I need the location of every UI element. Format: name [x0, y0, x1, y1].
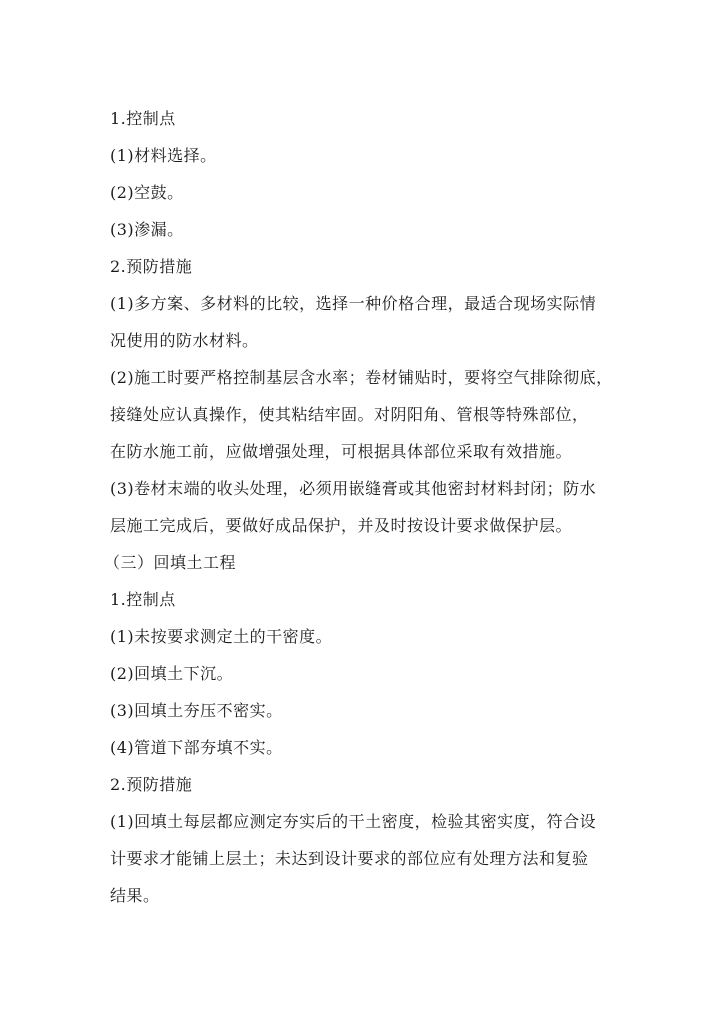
- text-line: (1)未按要求测定土的干密度。: [110, 627, 333, 646]
- document-body: [104, 100, 630, 914]
- heading-prevention-measures-2: 2.预防措施: [110, 775, 193, 794]
- text-line: (3)卷材末端的收头处理，必须用嵌缝膏或其他密封材料封闭；防水: [110, 479, 597, 498]
- text-line: (4)管道下部夯填不实。: [110, 738, 283, 757]
- text-line: (1)材料选择。: [110, 146, 217, 165]
- text-line: 结果。: [110, 886, 160, 905]
- text-line: (2)施工时要严格控制基层含水率；卷材铺贴时，要将空气排除彻底，: [110, 368, 613, 387]
- text-line: 接缝处应认真操作，使其粘结牢固。对阴阳角、管根等特殊部位，: [110, 405, 589, 424]
- heading-prevention-measures-1: 2.预防措施: [110, 257, 193, 276]
- text-line: 计要求才能铺上层土；未达到设计要求的部位应有处理方法和复验: [110, 849, 589, 868]
- text-line: (2)空鼓。: [110, 183, 184, 202]
- heading-control-points-1: 1.控制点: [110, 109, 176, 128]
- text-line: (3)回填土夯压不密实。: [110, 701, 283, 720]
- text-line: 层施工完成后，要做好成品保护，并及时按设计要求做保护层。: [110, 516, 573, 535]
- text-line: (1)多方案、多材料的比较，选择一种价格合理，最适合现场实际情: [110, 294, 597, 313]
- section-heading-backfill: （三）回填土工程: [104, 553, 237, 572]
- text-line: (3)渗漏。: [110, 220, 184, 239]
- text-line: 在防水施工前，应做增强处理，可根据具体部位采取有效措施。: [110, 442, 573, 461]
- text-line: 况使用的防水材料。: [110, 331, 259, 350]
- text-line: (2)回填土下沉。: [110, 664, 234, 683]
- text-line: (1)回填土每层都应测定夯实后的干土密度，检验其密实度，符合设: [110, 812, 597, 831]
- heading-control-points-2: 1.控制点: [110, 590, 176, 609]
